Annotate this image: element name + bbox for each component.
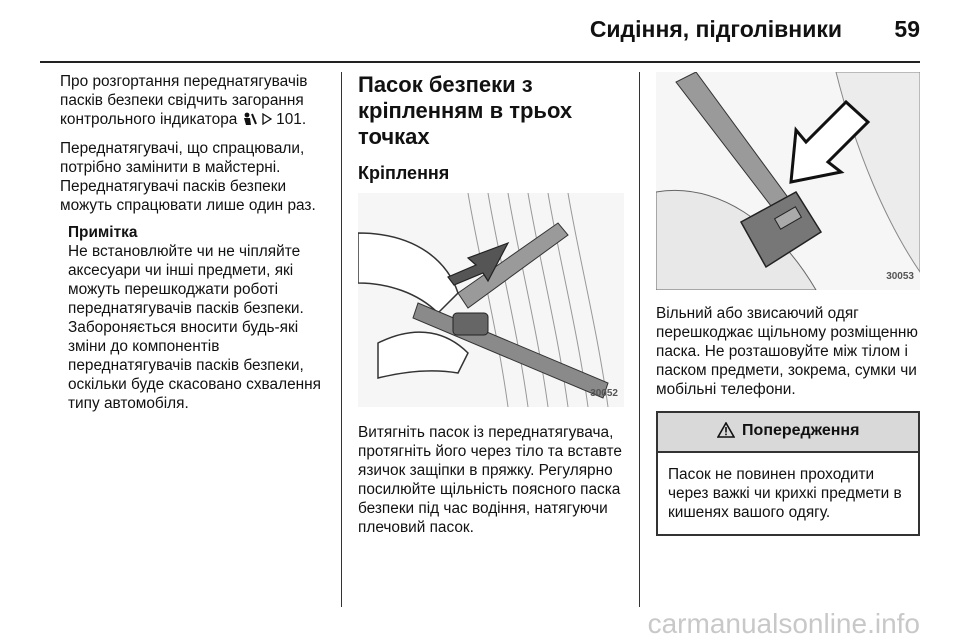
watermark: carmanualsonline.info xyxy=(647,608,920,639)
page-number: 59 xyxy=(894,16,920,42)
warning-header xyxy=(658,413,918,453)
page-title: Сидіння, підголівники xyxy=(589,16,842,42)
seatbelt-pretensioner-icon xyxy=(242,112,258,131)
figure-id: 30052 xyxy=(590,388,618,399)
subsection-heading: Кріплення xyxy=(358,163,450,183)
paragraph-replace: Переднатягувачі, що спрацювали, потрібно замінити в майстерні. Переднатягувачі пасків безпеки можуть спрацювати лише один раз. xyxy=(60,140,316,214)
paragraph-indicator: Про розгортання переднатягувачів пасків безпеки свідчить загорання контрольного індикатора 101. xyxy=(60,72,334,131)
column-divider-1 xyxy=(341,72,342,607)
page-ref-arrow-icon xyxy=(262,111,272,130)
clothing-text: Вільний або звисаючий одяг перешкоджає щільному розміщенню паска. Не розташовуйте між тілом і паском предмети, зокрема, сумки чи мобільні телефони. xyxy=(656,305,918,398)
fastening-text: Витягніть пасок із переднатягувача, протягніть його через тіло та вставте язичок защіпки в пряжку. Регулярно посилюйте щільність поясного паска безпеки під час водіння, натягуючи плечовий пасок. xyxy=(358,424,622,536)
column-2 xyxy=(358,72,624,545)
header-divider xyxy=(40,61,920,63)
column-3 xyxy=(656,72,920,536)
section-heading: Пасок безпеки з кріпленням в трьох точках xyxy=(358,72,573,149)
note-text: Не встановлюйте чи не чіпляйте аксесуари чи інші предмети, які можуть перешкоджати роботі переднатягувачів пасків безпеки. Забороняється вносити будь-які зміни до компонентів переднатягувачів пасків безпеки, оскільки буде скасовано схвалення типу автомобіля. xyxy=(68,243,321,412)
buckle-illustration xyxy=(656,72,920,290)
warning-triangle-icon xyxy=(717,422,735,443)
column-divider-2 xyxy=(639,72,640,607)
note-block xyxy=(60,223,334,413)
warning-box xyxy=(656,411,920,536)
warning-title: Попередження xyxy=(742,422,860,439)
fastening-illustration xyxy=(358,193,624,407)
page-header xyxy=(0,0,960,62)
column-1 xyxy=(60,72,334,413)
figure-id: 30053 xyxy=(886,271,914,282)
note-title: Примітка xyxy=(68,224,138,241)
warning-text: Пасок не повинен проходити через важкі чи крихкі предмети в кишенях вашого одягу. xyxy=(668,466,902,521)
